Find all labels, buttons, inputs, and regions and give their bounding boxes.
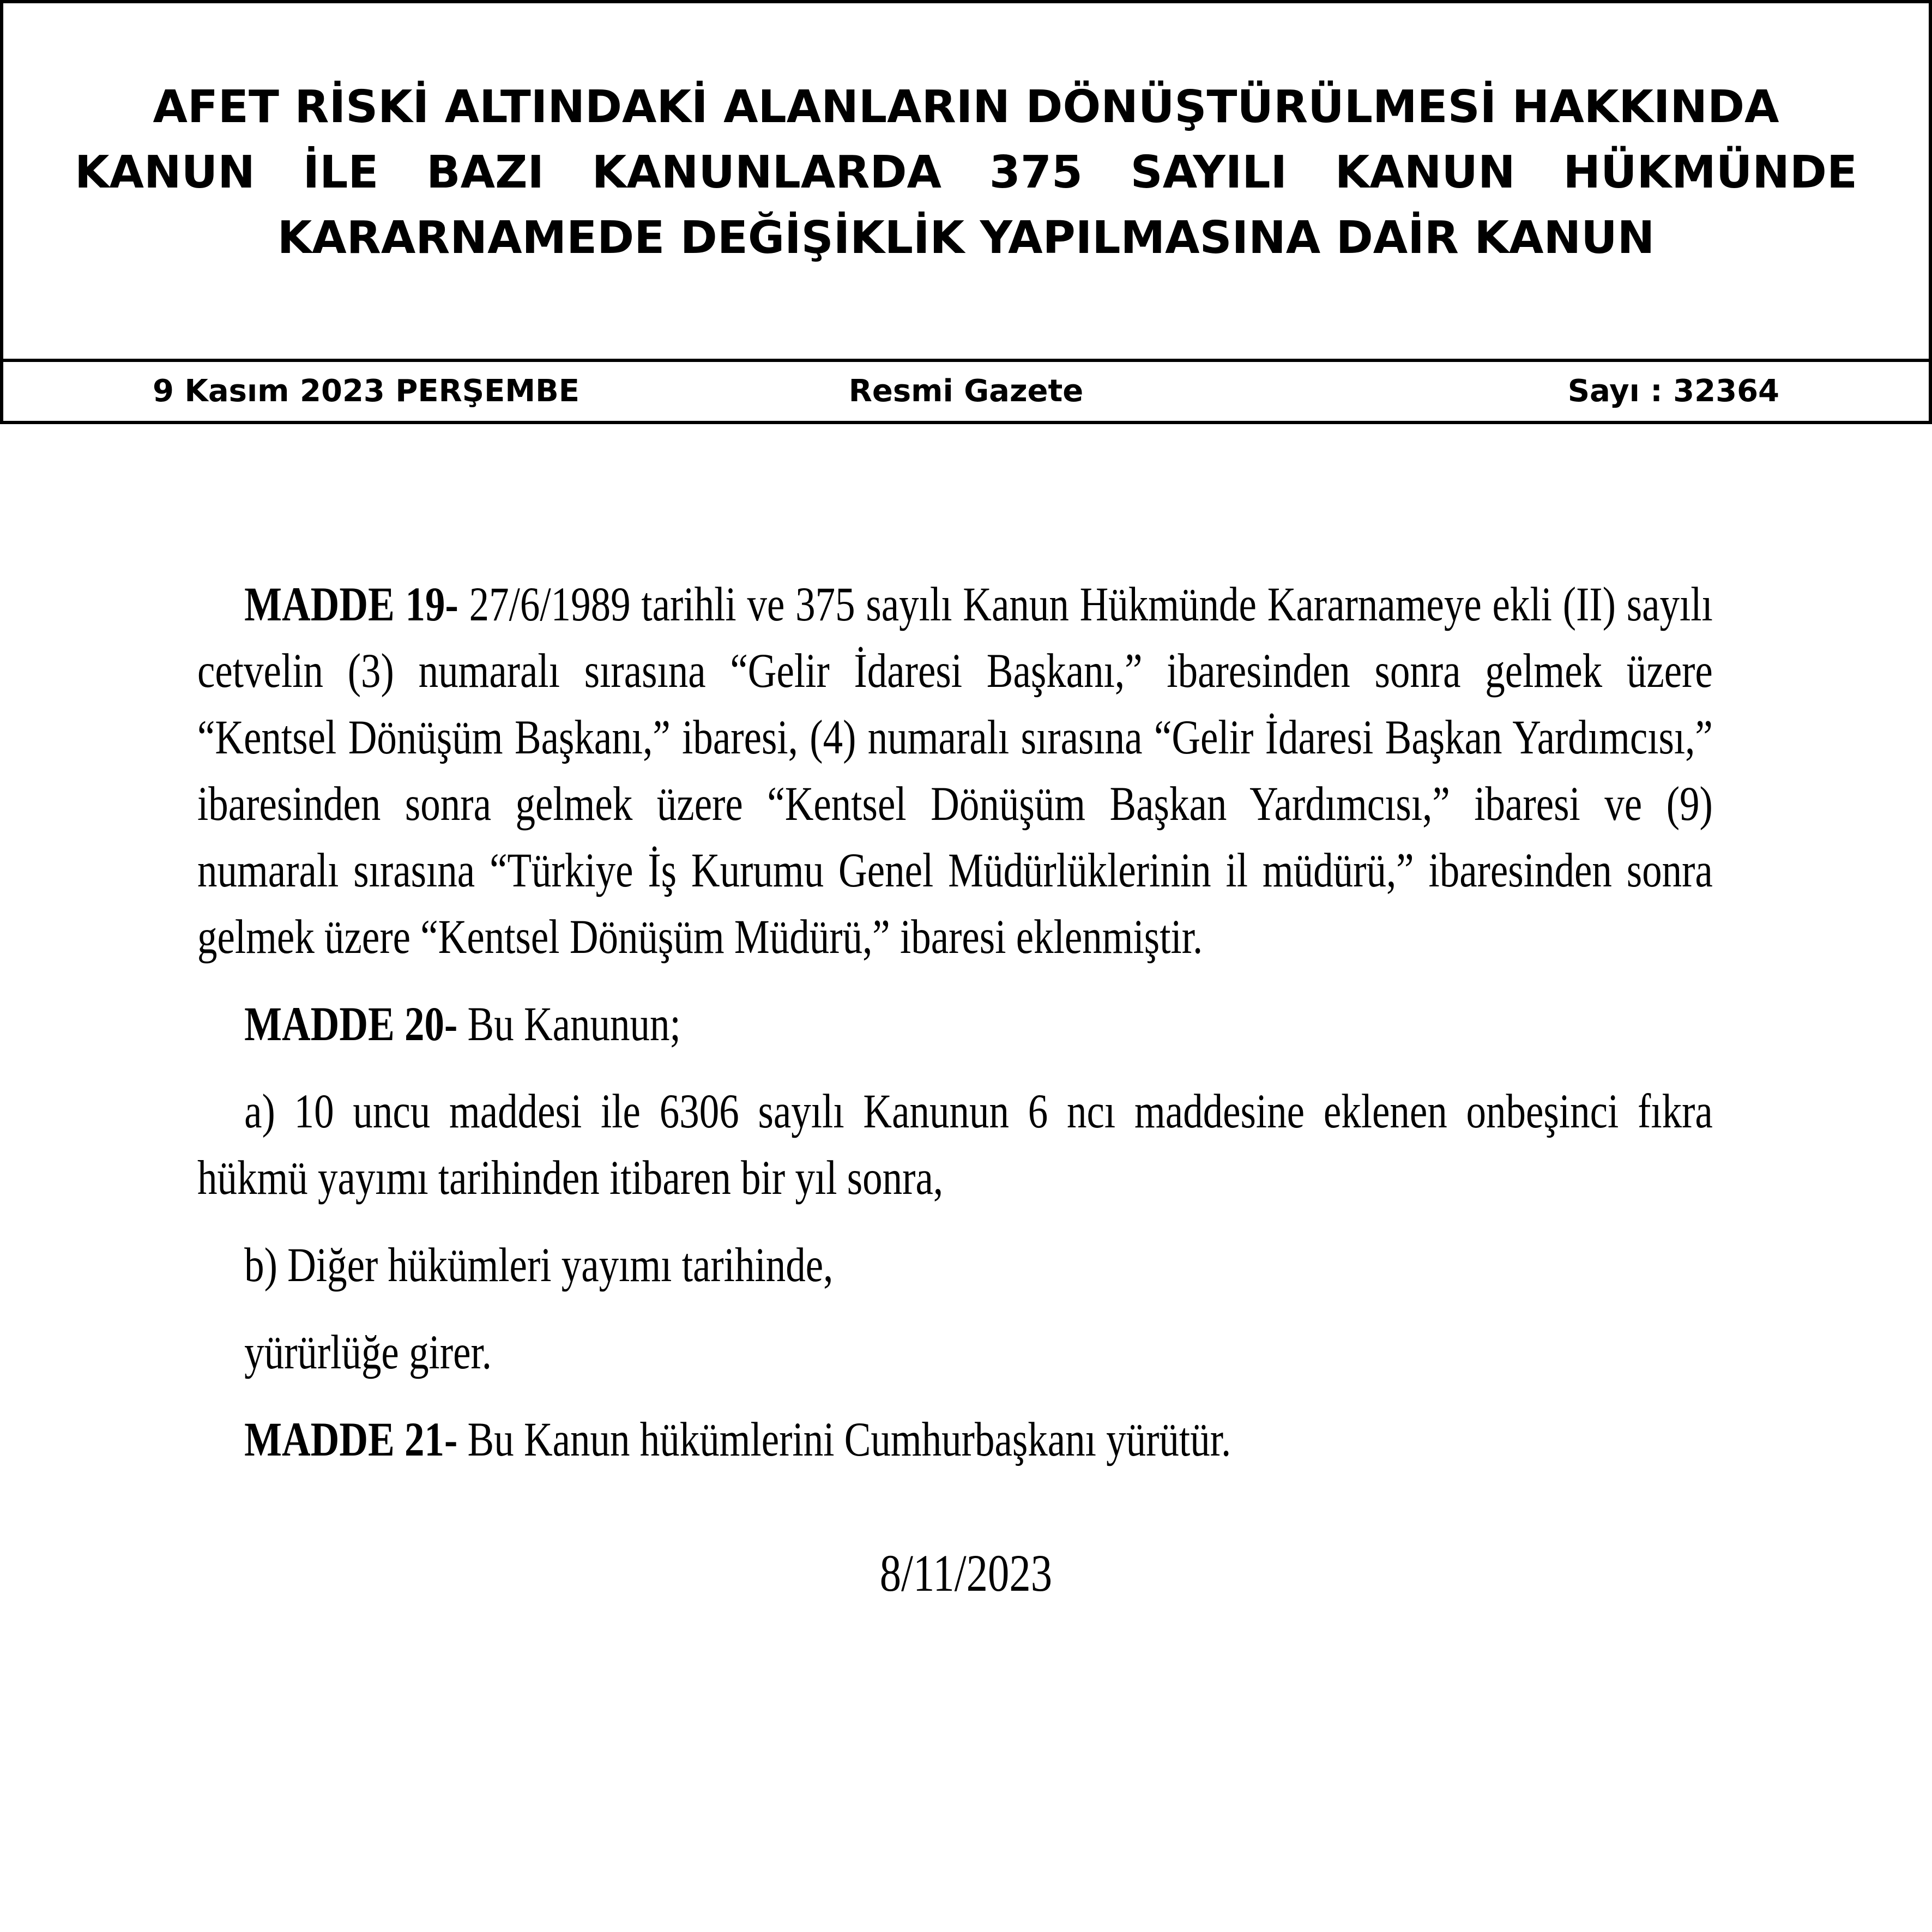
article-21 [197, 1406, 1713, 1473]
title-line-1: AFET RİSKİ ALTINDAKİ ALANLARIN DÖNÜŞTÜRÜLMESİ HAKKINDA [153, 81, 1779, 133]
article-19-text: 27/6/1989 tarihli ve 375 sayılı Kanun Hükmünde Kararnameye ekli (II) sayılı cetvelin (3) numaralı sırasına “Gelir İdaresi Başkanı,” ibaresinden sonra gelmek üzere “Kentsel Dönüşüm Başkanı,” ibaresi, (4) numaralı sırasına “Gelir İdaresi Başkan Yardımcısı,” ibaresinden sonra gelmek üzere “Kentsel Dönüşüm Başkan Yardımcısı,” ibaresi ve (9) numaralı sırasına “Türkiye İş Kurumu Genel Müdürlüklerinin il müdürü,” ibaresinden sonra gelmek üzere “Kentsel Dönüşüm Müdürü,” ibaresi eklenmiştir. [197, 578, 1713, 964]
publication-date: 9 Kasım 2023 PERŞEMBE [153, 373, 580, 409]
title-box [0, 0, 1932, 362]
article-20-text: Bu Kanunun; [457, 998, 681, 1051]
title-line-2: KANUN İLE BAZI KANUNLARDA 375 SAYILI KANUN HÜKMÜNDE [75, 147, 1857, 198]
article-20 [197, 991, 1713, 1058]
article-20-closing: yürürlüğe girer. [244, 1326, 492, 1379]
info-bar [0, 359, 1932, 424]
law-body [197, 571, 1713, 1473]
article-20-item-a: a) 10 uncu maddesi ile 6306 sayılı Kanunun 6 ncı maddesine eklenen onbeşinci fıkra hükmü yayımı tarihinden itibaren bir yıl sonra, [197, 1085, 1713, 1205]
signature-date-text: 8/11/2023 [879, 1544, 1053, 1602]
article-20-item-b: b) Diğer hükümleri yayımı tarihinde, [244, 1239, 834, 1292]
title-line-3: KARARNAMEDE DEĞİŞİKLİK YAPILMASINA DAİR KANUN [277, 212, 1655, 264]
article-19-label: MADDE 19- [244, 578, 458, 631]
document-title [75, 75, 1857, 271]
article-21-text: Bu Kanun hükümlerini Cumhurbaşkanı yürütür. [457, 1413, 1231, 1466]
publication-name: Resmi Gazete [848, 373, 1084, 409]
article-21-label: MADDE 21- [244, 1413, 458, 1466]
article-19 [197, 571, 1713, 970]
signature-date [0, 1543, 1932, 1603]
issue-number: Sayı : 32364 [1567, 373, 1779, 409]
article-20-label: MADDE 20- [244, 998, 458, 1051]
